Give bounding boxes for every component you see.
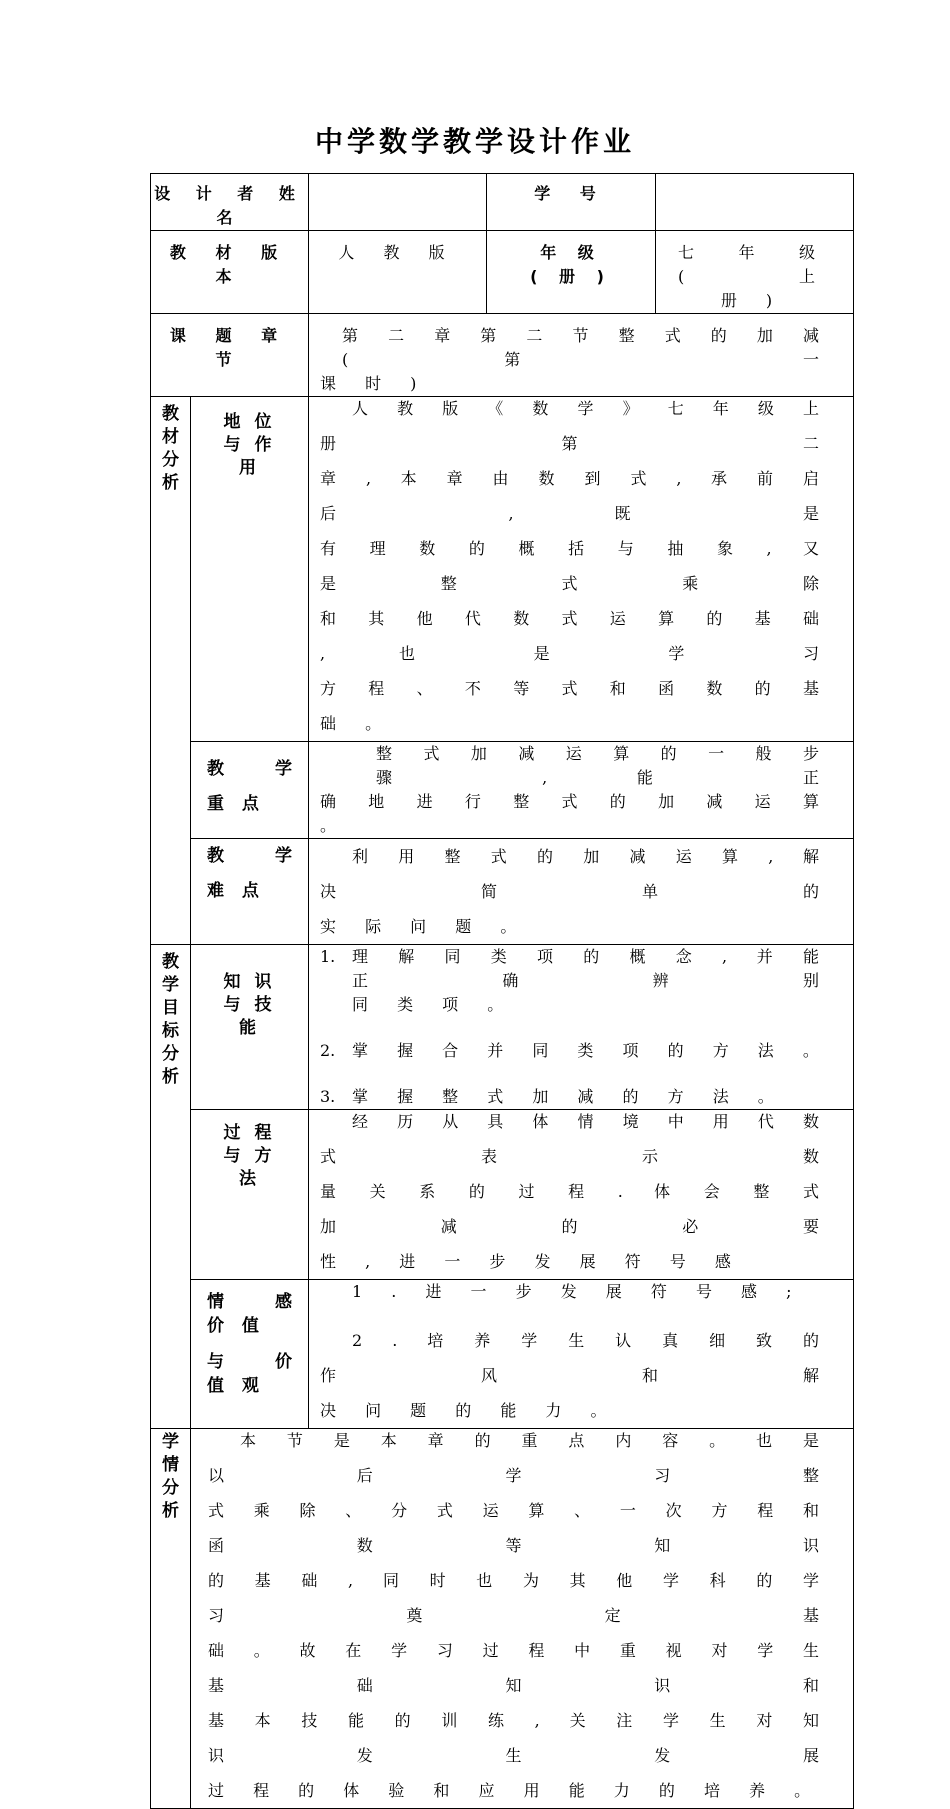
label-line: 与 技 (223, 995, 276, 1015)
section-char: 教 (162, 404, 179, 424)
textbook-analysis-label (151, 397, 191, 945)
grade-value-line1: 七 年 级 ( 上 (678, 243, 827, 286)
label-line: 过 程 (223, 1123, 276, 1143)
grade-value (656, 231, 854, 314)
text-line: 实 际 问 题 。 (320, 917, 529, 936)
label-line: 与 作 (223, 435, 276, 455)
text-line: 础 。 故 在 学 习 过 程 中 重 视 对 学 生 基 础 知 识 和 (208, 1641, 831, 1695)
learner-analysis-label (151, 1429, 191, 1809)
section-char: 分 (162, 1478, 179, 1498)
chapter-value-line2: 课 时 ) (320, 374, 429, 393)
label-line: 价 值 (207, 1316, 265, 1336)
label-line: 值 观 (207, 1376, 265, 1396)
section-char: 情 (162, 1455, 179, 1475)
emotion-text (309, 1280, 854, 1429)
section-char: 材 (162, 427, 179, 447)
text-line: 性 , 进 一 步 发 展 符 号 感 (320, 1252, 743, 1271)
learner-text (191, 1429, 854, 1809)
emotion-row (151, 1280, 854, 1429)
process-label (191, 1110, 309, 1280)
grade-label-line1: 年 级 (540, 243, 602, 262)
text-line: 过 程 的 体 验 和 应 用 能 力 的 培 养 。 (208, 1781, 823, 1800)
label-char: 学 (275, 759, 292, 779)
label-line: 用 (239, 458, 260, 478)
key-text (309, 742, 854, 839)
knowledge-item (320, 1039, 831, 1063)
chapter-value (309, 314, 854, 397)
item-number: 2. (320, 1041, 336, 1060)
designer-label-line1: 设 计 者 姓 (154, 184, 305, 203)
item-number: 1. (320, 947, 336, 966)
position-row (151, 397, 854, 742)
design-table (150, 173, 854, 1809)
text-line: 经 历 从 具 体 情 境 中 用 代 数 式 表 示 数 (320, 1112, 831, 1166)
label-line: 重 点 (207, 794, 265, 814)
knowledge-items (309, 945, 854, 1110)
text-line: 1 . 进 一 步 发 展 符 号 感 ; (352, 1282, 804, 1301)
knowledge-label (191, 945, 309, 1110)
textbook-label: 教 材 版 本 (151, 231, 309, 314)
text-line: 量 关 系 的 过 程 . 体 会 整 式 加 减 的 必 要 (320, 1182, 831, 1236)
emotion-label (191, 1280, 309, 1429)
text-line: 决 问 题 的 能 力 。 (320, 1401, 619, 1420)
section-char: 分 (162, 1044, 179, 1064)
text-line: 方 程 、 不 等 式 和 函 数 的 基 础 。 (320, 679, 831, 733)
text-line: 的 基 础 , 同 时 也 为 其 他 学 科 的 学 习 奠 定 基 (208, 1571, 831, 1625)
key-row (151, 742, 854, 839)
textbook-value: 人 教 版 (309, 231, 487, 314)
text-line: 章 , 本 章 由 数 到 式 , 承 前 启 后 , 既 是 (320, 469, 831, 523)
text-line: 2 . 培 养 学 生 认 真 细 致 的 作 风 和 解 (320, 1331, 831, 1385)
difficulty-text (309, 839, 854, 945)
label-line: 能 (239, 1018, 260, 1038)
label-line: 法 (239, 1169, 260, 1189)
text-line: 本 节 是 本 章 的 重 点 内 容 。 也 是 以 后 学 习 整 (208, 1431, 831, 1485)
grade-value-line2: 册 ) (720, 291, 785, 310)
process-text (309, 1110, 854, 1280)
label-line: 知 识 (223, 972, 276, 992)
text-line: 式 乘 除 、 分 式 运 算 、 一 次 方 程 和 函 数 等 知 识 (208, 1501, 831, 1555)
difficulty-label (191, 839, 309, 945)
grade-label (487, 231, 656, 314)
section-char: 标 (162, 1021, 179, 1041)
chapter-row (151, 314, 854, 397)
key-label (191, 742, 309, 839)
position-label (191, 397, 309, 742)
process-row (151, 1110, 854, 1280)
designer-label-line2: 名 (216, 208, 243, 227)
item-number: 3. (320, 1087, 336, 1106)
label-char: 学 (275, 846, 292, 866)
text-line: 利 用 整 式 的 加 减 运 算 , 解 决 简 单 的 (320, 847, 831, 901)
section-char: 学 (162, 975, 179, 995)
section-char: 分 (162, 450, 179, 470)
label-char: 教 (207, 846, 224, 866)
label-char: 与 (207, 1352, 224, 1372)
knowledge-item (320, 945, 831, 1017)
chapter-value-line1: 第 二 章 第 二 节 整 式 的 加 减 ( 第 一 (342, 326, 831, 369)
item-text: 掌 握 整 式 加 减 的 方 法 。 (352, 1087, 786, 1106)
text-line: 和 其 他 代 数 式 运 算 的 基 础 , 也 是 学 习 (320, 609, 831, 663)
student-id-value[interactable] (656, 174, 854, 231)
text-line: 基 本 技 能 的 训 练 , 关 注 学 生 对 知 识 发 生 发 展 (208, 1711, 831, 1765)
section-char: 析 (162, 1501, 179, 1521)
item-text: 同 类 项 。 (352, 995, 516, 1014)
label-char: 教 (207, 759, 224, 779)
label-line: 与 方 (223, 1146, 276, 1166)
label-char: 价 (275, 1352, 292, 1372)
text-line: 确 地 进 行 整 式 的 加 减 运 算 。 (320, 792, 831, 835)
difficulty-row (151, 839, 854, 945)
section-char: 教 (162, 952, 179, 972)
student-id-label: 学 号 (487, 174, 656, 231)
designer-row (151, 174, 854, 231)
text-line: 人 教 版 《 数 学 》 七 年 级 上 册 第 二 (320, 399, 831, 453)
learner-row (151, 1429, 854, 1809)
label-char: 情 (207, 1292, 224, 1312)
section-char: 学 (162, 1432, 179, 1452)
textbook-row (151, 231, 854, 314)
section-char: 析 (162, 1067, 179, 1087)
section-char: 目 (162, 998, 179, 1018)
page-title: 中学数学教学设计作业 (314, 125, 635, 158)
label-line: 地 位 (223, 412, 276, 432)
knowledge-row (151, 945, 854, 1110)
designer-label (151, 174, 309, 231)
section-char: 析 (162, 473, 179, 493)
item-text: 理 解 同 类 项 的 概 念 , 并 能 正 确 辨 别 (352, 947, 831, 990)
goal-analysis-label (151, 945, 191, 1429)
position-text (309, 397, 854, 742)
text-line: 有 理 数 的 概 括 与 抽 象 , 又 是 整 式 乘 除 (320, 539, 831, 593)
grade-label-line2: ( 册 ) (530, 267, 612, 286)
designer-value[interactable] (309, 174, 487, 231)
item-text: 掌 握 合 并 同 类 项 的 方 法 。 (352, 1041, 831, 1060)
text-line: 整 式 加 减 运 算 的 一 般 步 骤 , 能 正 (376, 744, 831, 787)
label-line: 难 点 (207, 881, 265, 901)
chapter-label: 课 题 章 节 (151, 314, 309, 397)
label-char: 感 (275, 1292, 292, 1312)
